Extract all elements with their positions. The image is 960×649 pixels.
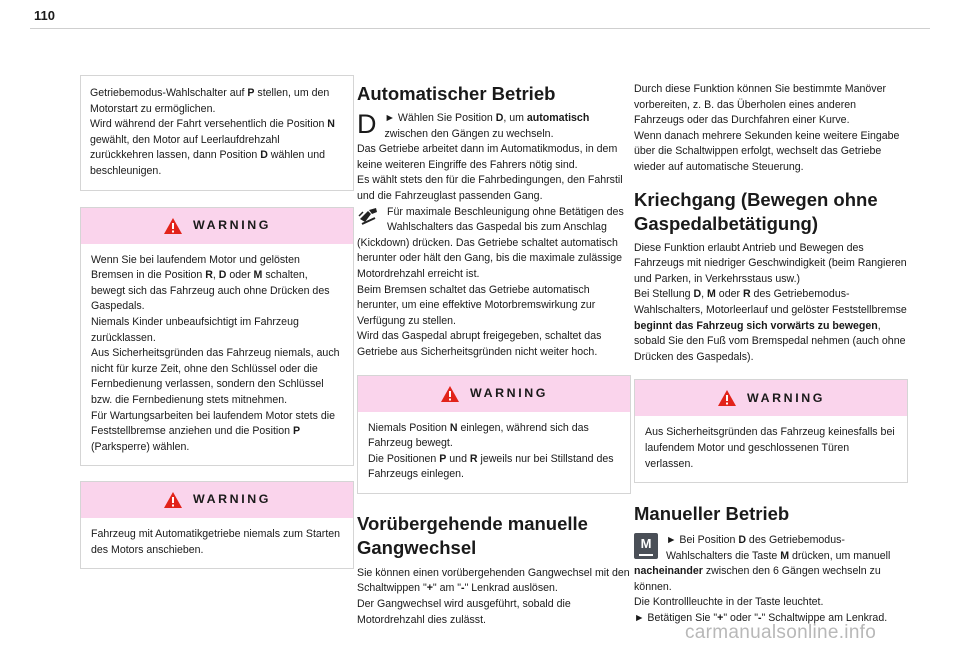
text-line: Bei Stellung D, M oder R des Getriebemodus-Wahlschalters, Motorleerlauf und gelöster Feststellbremse beginnt das Fahrzeug sich vorwärts zu bewegen, sobald Sie den Fuß vom Bremspedal nehmen (auch ohne Drücken des Gaspedals).	[634, 288, 907, 363]
kickdown-section	[357, 205, 631, 283]
engine-brake-text	[357, 283, 631, 361]
warning-box-1	[80, 207, 354, 467]
warning-title: WARNING	[192, 492, 272, 507]
warning-title: WARNING	[746, 390, 826, 405]
text-line: Wenn Sie bei laufendem Motor und gelösten Bremsen in die Position R, D oder M schalten, bewegt sich das Fahrzeug auch ohne Drücken des Gaspedals.	[91, 253, 330, 313]
warning-triangle-icon	[163, 491, 183, 509]
heading-automatic-mode: Automatischer Betrieb	[357, 83, 556, 104]
text-line: Die Positionen P und R jeweils nur bei Stillstand des Fahrzeugs einlegen.	[368, 452, 614, 481]
warning-header	[635, 380, 907, 416]
warning-box-3	[357, 375, 631, 494]
text-line: Die Kontrollleuchte in der Taste leuchtet.	[634, 596, 824, 609]
text-line: Beim Bremsen schaltet das Getriebe automatisch herunter, um eine effektive Motorbremswirkung zur Verfügung zu stellen.	[357, 283, 596, 327]
text-line: Aus Sicherheitsgründen das Fahrzeug niemals, auch nicht für kurze Zeit, ohne den Schlüssel oder die Fernbedienung verlassen, sondern den Schlüssel bzw. die Fernbedienung stets mitnehmen.	[91, 347, 340, 406]
warning-triangle-icon	[440, 385, 460, 403]
text-line: Niemals Kinder unbeaufsichtigt im Fahrzeug zurücklassen.	[91, 315, 299, 344]
text-line: Durch diese Funktion können Sie bestimmte Manöver vorbereiten, z. B. das Überholen eines anderen Fahrzeugs oder das Durchfahren einer Kurve.	[634, 83, 887, 127]
m-button-icon	[634, 533, 658, 559]
warning-triangle-icon	[717, 389, 737, 407]
heading-creep: Kriechgang (Bewegen ohne Gaspedalbetätigung)	[634, 188, 878, 234]
heading-temporary-manual: Vorübergehende manuelle Gangwechsel	[357, 512, 588, 558]
text-line: Getriebemodus-Wahlschalter auf P stellen, um den Motorstart zu ermöglichen.	[90, 87, 330, 115]
manoeuvre-text	[634, 82, 908, 176]
text-line: Für Wartungsarbeiten bei laufendem Motor stets die Feststellbremse anziehen und die Position P (Parksperre) wählen.	[91, 409, 335, 453]
text-line: Aus Sicherheitsgründen das Fahrzeug keinesfalls bei laufendem Motor und geschlossenen Türen verlassen.	[645, 426, 895, 470]
heading-manual-mode: Manueller Betrieb	[634, 503, 790, 525]
intro-text	[90, 86, 344, 180]
text-line: ► Betätigen Sie "+" oder "-" Schaltwippe am Lenkrad.	[634, 612, 888, 625]
warning-triangle-icon	[163, 217, 183, 235]
text-line: Wird das Gaspedal abrupt freigegeben, schaltet das Getriebe aus Sicherheitsgründen nicht weiter hoch.	[357, 330, 602, 358]
text-line: Das Getriebe arbeitet dann im Automatikmodus, in dem keine weiteren Eingriffe des Fahrers nötig sind.	[357, 143, 618, 171]
warning-header	[81, 208, 353, 244]
text-line: Der Gangwechsel wird ausgeführt, sobald die Motordrehzahl dies zulässt.	[357, 598, 571, 626]
text-line: Wird während der Fahrt versehentlich die Position N gewählt, den Motor auf Leerlaufdrehzahl zurückkehren lassen, dann Position D wählen und beschleunigen.	[90, 118, 335, 177]
warning-box-2	[80, 481, 354, 569]
warning-header	[81, 482, 353, 518]
warning-title: WARNING	[192, 217, 272, 232]
automatic-text	[357, 142, 631, 204]
column-middle	[357, 75, 631, 628]
text-line: Wenn danach mehrere Sekunden keine weitere Eingabe über die Schaltwippen erfolgt, wechselt das Getriebe wieder auf automatische Steuerung.	[634, 129, 900, 173]
warning-text	[358, 412, 630, 493]
m-button-label: M	[640, 535, 652, 551]
warning-text	[81, 244, 353, 466]
warning-text	[81, 518, 353, 568]
kickdown-text: Für maximale Beschleunigung ohne Betätigen des Wahlschalters das Gaspedal bis zum Anschlag (Kickdown) drücken. Das Getriebe schaltet automatisch herunter oder hält den Gang, bis die maximale zulässige Motordrehzahl erreicht ist.	[357, 205, 624, 280]
manual-intro	[634, 533, 908, 595]
text-line: Diese Funktion erlaubt Antrieb und Bewegen des Fahrzeugs mit niedriger Geschwindigkeit (beim Rangieren und Parken, in Verkehrsstaus usw.)	[634, 241, 907, 285]
warning-title: WARNING	[469, 385, 549, 400]
warning-box-4	[634, 379, 908, 483]
text-line: Sie können einen vorübergehenden Gangwechsel mit den Schaltwippen "+" am "-" Lenkrad auslösen.	[357, 566, 630, 595]
column-left	[80, 75, 354, 569]
kickdown-pedal-icon	[357, 207, 379, 227]
page-number: 110	[34, 8, 55, 23]
intro-box	[80, 75, 354, 191]
footer-watermark: carmanualsonline.info	[685, 622, 877, 643]
temporary-manual-text	[357, 566, 631, 628]
text-line: Niemals Position N einlegen, während sich das Fahrzeug bewegt.	[368, 421, 589, 450]
text-line: Fahrzeug mit Automatikgetriebe niemals zum Starten des Motors anschieben.	[91, 528, 341, 556]
text-line: Es wählt stets den für die Fahrbedingungen, den Fahrstil und die Fahrzeuglast passenden Gang.	[357, 174, 623, 202]
d-position-icon: D	[357, 109, 377, 139]
header-divider	[30, 28, 930, 29]
manual-step: ► Bei Position D des Getriebemodus-Wahlschalters die Taste M drücken, um manuell nacheinander zwischen den 6 Gängen wechseln zu können.	[634, 534, 891, 593]
automatic-intro	[357, 111, 631, 142]
warning-text	[635, 416, 907, 482]
warning-header	[358, 376, 630, 412]
automatic-step: ► Wählen Sie Position D, um automatisch zwischen den Gängen zu wechseln.	[384, 112, 590, 140]
column-right	[634, 75, 908, 627]
creep-text	[634, 241, 908, 366]
